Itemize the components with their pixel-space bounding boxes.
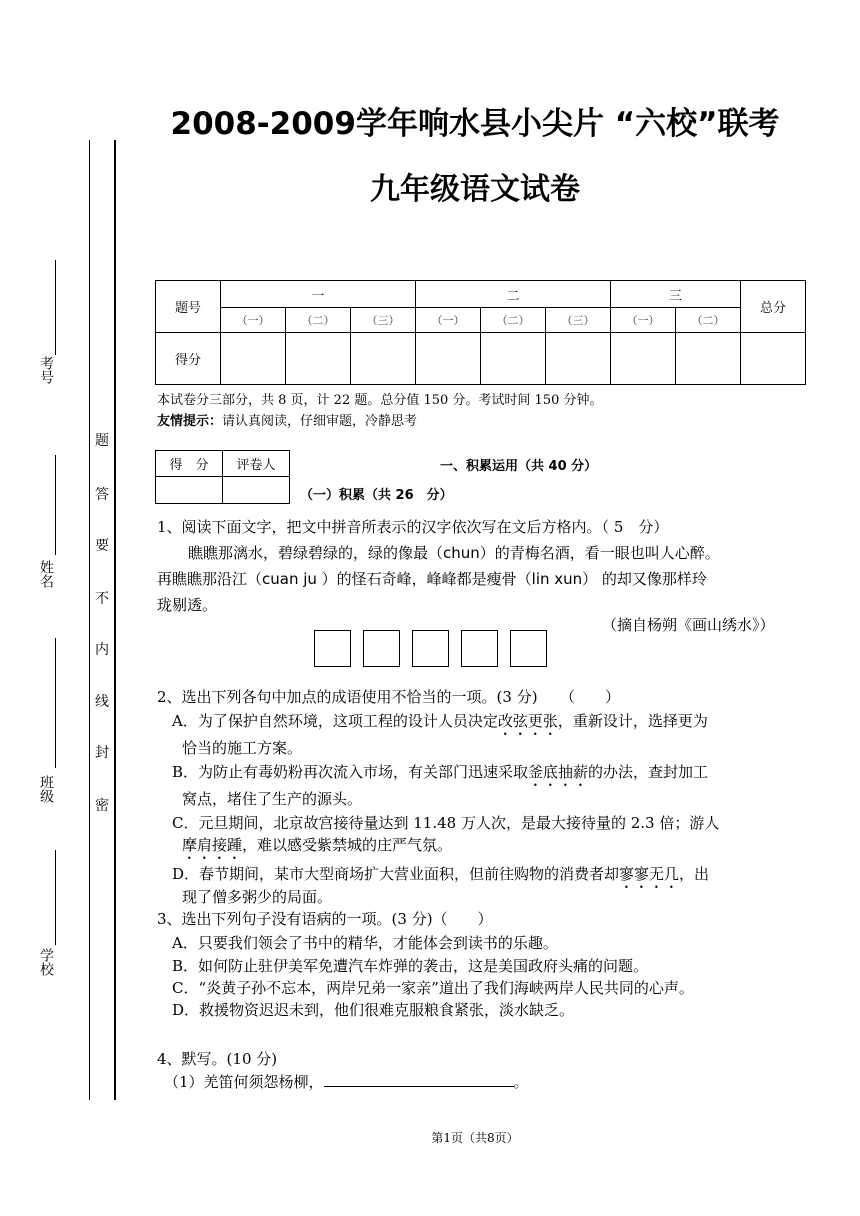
part-header: 三 [611, 281, 741, 308]
text: 的办法，查封加工 [588, 763, 709, 781]
subpart-header: （三） [351, 308, 416, 333]
exam-info: 本试卷分三部分，共 8 页，计 22 题。总分值 150 分。考试时间 150 分钟。 [157, 393, 603, 408]
q2-option-c-cont [182, 834, 452, 863]
seal-char: 答 [95, 487, 109, 503]
q1-source: （摘自杨朔《画山绣水》） [602, 616, 775, 634]
total-label: 总分 [741, 281, 806, 333]
emphasized-idiom: 改弦更张 [497, 712, 558, 730]
q3-option-d: D．救援物资迟迟未到，他们很难克服粮食紧张，淡水缺乏。 [172, 1001, 575, 1019]
seal-char: 密 [95, 798, 109, 814]
seal-char: 线 [95, 694, 109, 710]
text: A．为了保护自然环境，这项工程的设计人员决定 [172, 712, 498, 730]
tip-text: 请认真阅读，仔细审题，冷静思考 [222, 414, 418, 429]
answer-box[interactable] [363, 630, 400, 667]
seal-char: 题 [95, 433, 109, 449]
answer-box[interactable] [461, 630, 498, 667]
seal-char: 要 [95, 538, 109, 554]
q4-line-1 [164, 1071, 529, 1092]
text: ，出 [679, 865, 710, 883]
seal-char: 不 [95, 591, 109, 607]
score-label: 得分 [156, 333, 221, 385]
subpart-header: （一） [416, 308, 481, 333]
q2-stem: 2、选出下列各句中加点的成语使用不恰当的一项。(3 分) （ ） [157, 688, 621, 706]
text: D．春节期间，某市大型商场扩大营业面积，但前往购物的消费者却 [172, 865, 620, 883]
q1-text-line: 再瞧瞧那沿江（cuan ju ）的怪石奇峰，峰峰都是瘦骨（lin xun） 的却又像那样玲 [157, 570, 707, 588]
q2-option-d-cont: 现了僧多粥少的局面。 [182, 888, 333, 906]
page-footer: 第1页（共8页） [431, 1131, 519, 1145]
score-cell[interactable] [286, 333, 351, 385]
seal-char: 内 [95, 642, 109, 658]
emphasized-idiom: 釜底抽薪 [528, 763, 589, 781]
grader-score-cell[interactable] [156, 477, 223, 504]
part-header: 二 [416, 281, 611, 308]
answer-box[interactable] [314, 630, 351, 667]
subpart-header: （一） [611, 308, 676, 333]
label-class: 班级 [38, 775, 54, 803]
total-score-cell[interactable] [741, 333, 806, 385]
friendly-tip [157, 410, 417, 429]
q2-option-b-cont: 窝点，堵住了生产的源头。 [182, 790, 363, 808]
score-cell[interactable] [221, 333, 286, 385]
grader-reviewer-cell[interactable] [223, 477, 290, 504]
score-cell[interactable] [351, 333, 416, 385]
grader-score-label: 得 分 [156, 451, 223, 477]
emphasized-idiom: 摩肩接踵 [182, 836, 243, 854]
text: 。 [513, 1073, 529, 1091]
score-cell[interactable] [546, 333, 611, 385]
subpart-header: （二） [676, 308, 741, 333]
q3-option-b: B．如何防止驻伊美军免遭汽车炸弹的袭击，这是美国政府头痛的问题。 [172, 957, 649, 975]
q4-stem: 4、默写。(10 分) [157, 1050, 278, 1068]
q2-option-a-cont: 恰当的施工方案。 [182, 739, 303, 757]
class-line [55, 638, 56, 768]
answer-box[interactable] [412, 630, 449, 667]
name-line [55, 455, 56, 555]
q3-stem: 3、选出下列句子没有语病的一项。(3 分)（ ） [157, 910, 493, 928]
score-cell[interactable] [676, 333, 741, 385]
exam-subtitle: 九年级语文试卷 [370, 172, 580, 207]
grader-reviewer-label: 评卷人 [223, 451, 290, 477]
subpart-header: （二） [481, 308, 546, 333]
fill-blank[interactable] [324, 1071, 514, 1087]
q1-stem: 1、阅读下面文字，把文中拼音所表示的汉字依次写在文后方格内。（ 5 分） [157, 518, 669, 536]
subpart-header: （二） [286, 308, 351, 333]
emphasized-idiom: 寥寥无几 [619, 865, 680, 883]
score-table [155, 280, 806, 385]
text: ，难以感受紫禁城的庄严气氛。 [242, 836, 453, 854]
grader-table [155, 450, 290, 504]
exam-title: 2008-2009学年响水县小尖片 “六校”联考 [170, 106, 780, 142]
q3-option-a: A．只要我们领会了书中的精华，才能体会到读书的乐趣。 [172, 934, 558, 952]
school-line [55, 850, 56, 945]
label-school: 学校 [38, 948, 54, 976]
q2-option-c: C．元旦期间，北京故宫接待量达到 11.48 万人次，是最大接待量的 2.3 倍；游人 [172, 814, 720, 832]
section-title: 一、积累运用（共 40 分） [440, 459, 598, 474]
text: （1）羌笛何须怨杨柳， [164, 1073, 324, 1091]
exam-number-line [55, 260, 56, 355]
text: B．为防止有毒奶粉再次流入市场，有关部门迅速采取 [172, 763, 529, 781]
q2-option-b [172, 761, 708, 790]
score-cell[interactable] [611, 333, 676, 385]
q2-option-a [172, 710, 708, 739]
q3-option-c: C．“炎黄子孙不忘本，两岸兄弟一家亲”道出了我们海峡两岸人民共同的心声。 [172, 979, 694, 997]
tip-label: 友情提示： [157, 414, 223, 429]
label-name: 姓名 [38, 560, 54, 588]
text: ，重新设计，选择更为 [557, 712, 708, 730]
subsection-title: （一）积累（共 26 分） [300, 488, 453, 503]
q1-text-line: 珑剔透。 [157, 596, 218, 614]
seal-char: 封 [95, 745, 109, 761]
part-header: 一 [221, 281, 416, 308]
label-exam-number: 考号 [38, 356, 54, 384]
subpart-header: （三） [546, 308, 611, 333]
subpart-header: （一） [221, 308, 286, 333]
binding-line-inner [114, 140, 116, 1100]
binding-line-outer [89, 140, 90, 1100]
question-number-label: 题号 [156, 281, 221, 333]
q1-text-line: 瞧瞧那漓水，碧绿碧绿的，绿的像最（chun）的青梅名酒，看一眼也叫人心醉。 [188, 544, 720, 562]
score-cell[interactable] [481, 333, 546, 385]
score-cell[interactable] [416, 333, 481, 385]
answer-box[interactable] [510, 630, 547, 667]
